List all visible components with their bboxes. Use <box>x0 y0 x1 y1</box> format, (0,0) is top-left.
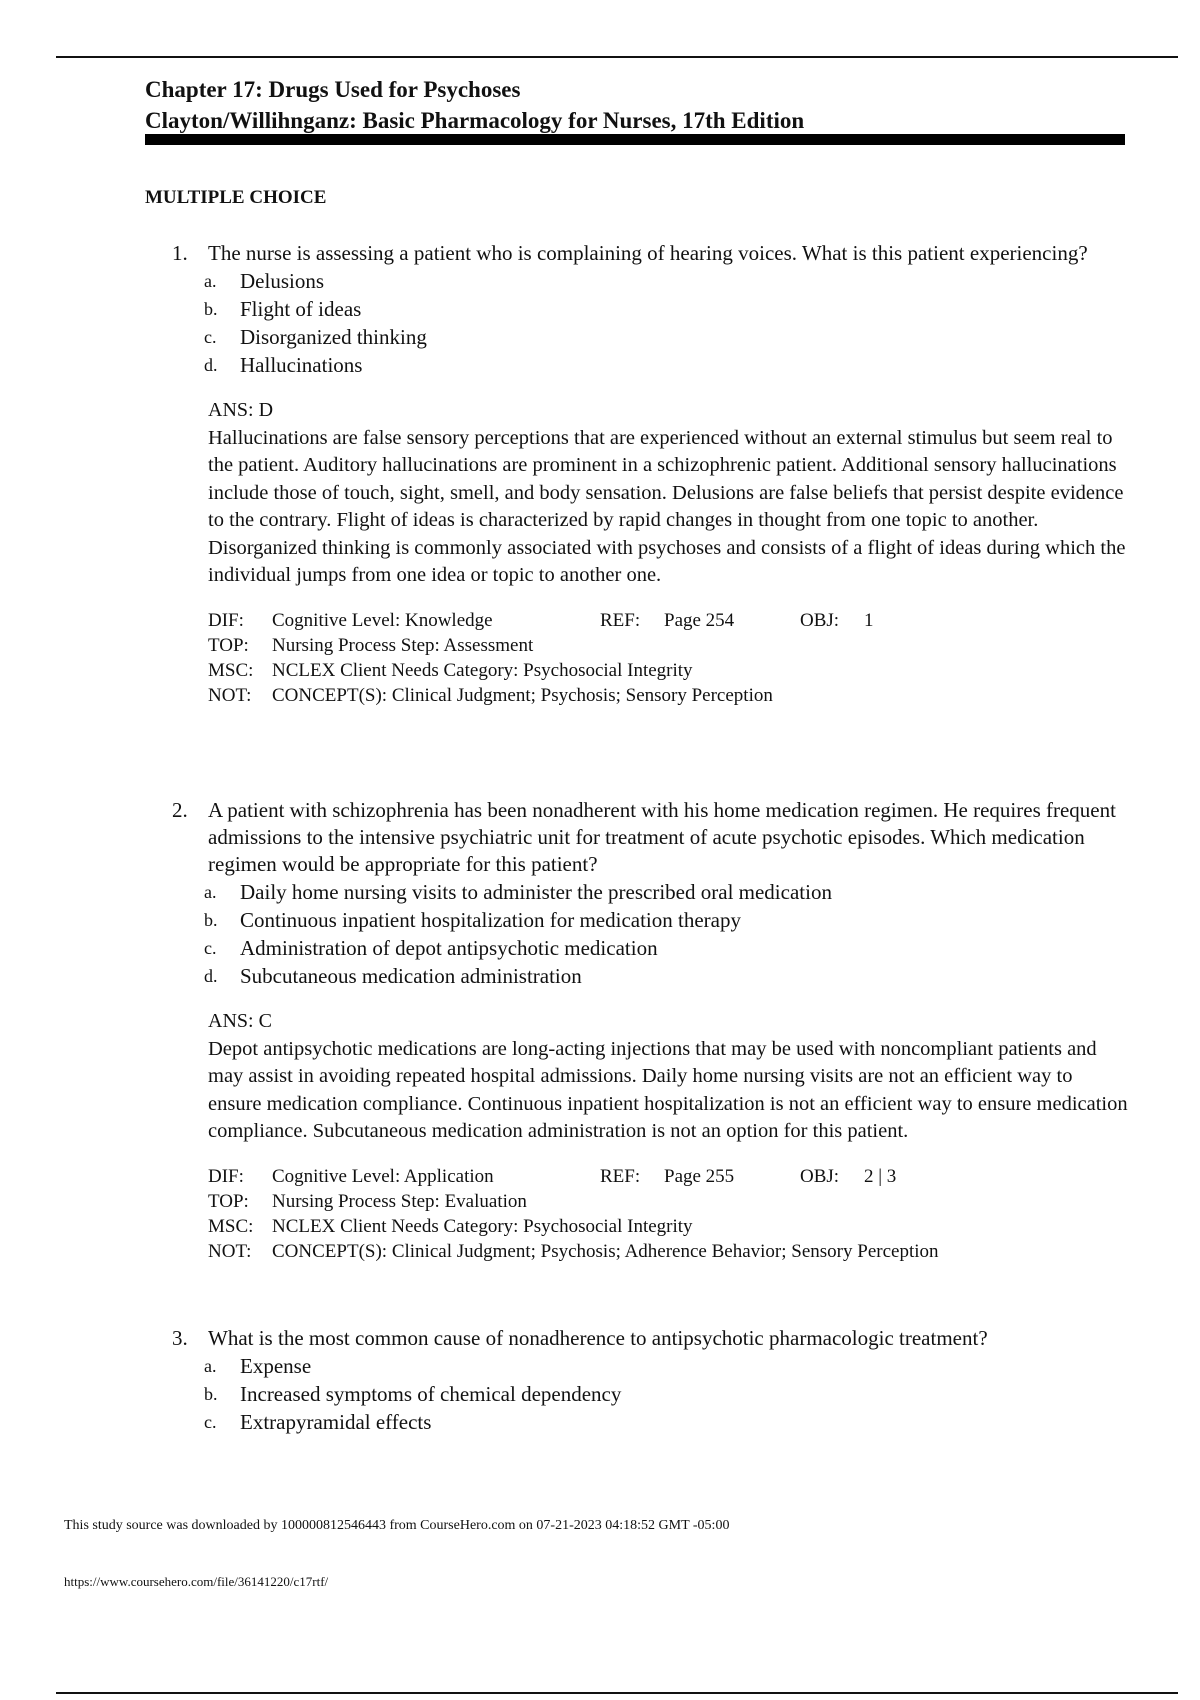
top-value: Nursing Process Step: Assessment <box>272 634 534 656</box>
choice-text: Flight of ideas <box>240 297 362 321</box>
question-number: 2. <box>172 798 188 822</box>
dif-label: DIF: <box>208 609 244 631</box>
question-metadata <box>145 608 1130 708</box>
choice-letter: b. <box>204 1384 218 1404</box>
question-stem <box>145 1325 1130 1352</box>
choice-letter: b. <box>204 299 218 319</box>
rationale: Depot antipsychotic medications are long-acting injections that may be used with noncompliant patients and may assist in avoiding repeated hospital admissions. Daily home nursing visits are not an efficient way to ensure medication compliance. Continuous inpatient hospitalization is not an efficient way to ensure medication compliance. Subcutaneous medication administration is not an option for this patient. <box>208 1037 1128 1142</box>
choice-letter: c. <box>204 1412 217 1432</box>
ref-label: REF: <box>600 609 641 631</box>
choice-b <box>145 295 1130 323</box>
msc-label: MSC: <box>208 659 254 681</box>
ref-value: Page 255 <box>664 1165 735 1187</box>
question-stem <box>145 240 1130 267</box>
obj-value: 2 | 3 <box>864 1165 897 1187</box>
choice-text: Disorganized thinking <box>240 325 427 349</box>
header-divider <box>145 134 1125 145</box>
section-heading: MULTIPLE CHOICE <box>145 187 327 208</box>
question-text: A patient with schizophrenia has been nonadherent with his home medication regimen. He requires frequent admissions to the intensive psychiatric unit for treatment of acute psychotic episodes. Which medication regimen would be appropriate for this patient? <box>208 798 1116 876</box>
choice-text: Daily home nursing visits to administer the prescribed oral medication <box>240 880 832 904</box>
choice-text: Continuous inpatient hospitalization for medication therapy <box>240 908 741 932</box>
top-rule <box>56 56 1178 58</box>
ref-value: Page 254 <box>664 609 735 631</box>
obj-group <box>800 608 874 633</box>
obj-value: 1 <box>864 609 874 631</box>
choice-c <box>145 323 1130 351</box>
msc-label: MSC: <box>208 1215 254 1237</box>
choice-d <box>145 962 1130 990</box>
meta-row-dif <box>208 1164 1130 1189</box>
choice-text: Hallucinations <box>240 353 363 377</box>
answer-key: ANS: C <box>208 1010 272 1032</box>
meta-row-top <box>208 1189 1130 1214</box>
choice-letter: a. <box>204 1356 217 1376</box>
msc-value: NCLEX Client Needs Category: Psychosocial Integrity <box>272 659 693 681</box>
meta-row-dif <box>208 608 1130 633</box>
choice-a <box>145 1352 1130 1380</box>
ref-label: REF: <box>600 1165 641 1187</box>
choice-letter: b. <box>204 910 218 930</box>
question-stem <box>145 797 1130 878</box>
meta-row-top <box>208 633 1130 658</box>
question-number: 1. <box>172 241 188 265</box>
source-url-link[interactable]: https://www.coursehero.com/file/36141220/c17rtf/ <box>64 1574 329 1589</box>
ref-group <box>600 1164 734 1189</box>
choice-text: Extrapyramidal effects <box>240 1410 432 1434</box>
choice-text: Subcutaneous medication administration <box>240 964 582 988</box>
bottom-rule <box>56 1692 1178 1694</box>
choice-c <box>145 934 1130 962</box>
top-label: TOP: <box>208 1190 249 1212</box>
choice-text: Administration of depot antipsychotic medication <box>240 936 658 960</box>
obj-label: OBJ: <box>800 609 840 631</box>
choice-text: Delusions <box>240 269 324 293</box>
top-label: TOP: <box>208 634 249 656</box>
choice-letter: c. <box>204 327 217 347</box>
msc-value: NCLEX Client Needs Category: Psychosocial Integrity <box>272 1215 693 1237</box>
meta-row-not <box>208 1239 1130 1264</box>
question-text: The nurse is assessing a patient who is complaining of hearing voices. What is this patient experiencing? <box>208 241 1088 265</box>
document-header <box>145 74 1125 136</box>
dif-value: Cognitive Level: Application <box>272 1165 494 1187</box>
not-label: NOT: <box>208 684 252 706</box>
obj-label: OBJ: <box>800 1165 840 1187</box>
choice-letter: d. <box>204 355 218 375</box>
download-notice: This study source was downloaded by 100000812546443 from CourseHero.com on 07-21-2023 04:18:52 GMT -05:00 <box>64 1518 730 1533</box>
not-value: CONCEPT(S): Clinical Judgment; Psychosis; Sensory Perception <box>272 684 773 706</box>
rationale: Hallucinations are false sensory perceptions that are experienced without an external stimulus but seem real to the patient. Auditory hallucinations are prominent in a schizophrenic patient. Additional sensory hallucinations include those of touch, sight, smell, and body sensation. Delusions are false beliefs that persist despite evidence to the contrary. Flight of ideas is characterized by rapid changes in thought from one topic to another. Disorganized thinking is commonly associated with psychoses and consists of a flight of ideas during which the individual jumps from one idea or topic to another one. <box>208 426 1126 586</box>
meta-row-msc <box>208 658 1130 683</box>
dif-label: DIF: <box>208 1165 244 1187</box>
not-value: CONCEPT(S): Clinical Judgment; Psychosis; Adherence Behavior; Sensory Perception <box>272 1240 939 1262</box>
question-number: 3. <box>172 1326 188 1350</box>
question-3 <box>145 1325 1130 1436</box>
choice-text: Expense <box>240 1354 312 1378</box>
choice-d <box>145 351 1130 379</box>
question-text: What is the most common cause of nonadherence to antipsychotic pharmacologic treatment? <box>208 1326 988 1350</box>
dif-value: Cognitive Level: Knowledge <box>272 609 493 631</box>
choice-a <box>145 267 1130 295</box>
question-metadata <box>145 1164 1130 1264</box>
choice-b <box>145 1380 1130 1408</box>
choice-c <box>145 1408 1130 1436</box>
choice-letter: d. <box>204 966 218 986</box>
question-2 <box>145 797 1130 1264</box>
ref-group <box>600 608 734 633</box>
choice-text: Increased symptoms of chemical dependency <box>240 1382 622 1406</box>
choice-letter: a. <box>204 882 217 902</box>
meta-row-not <box>208 683 1130 708</box>
not-label: NOT: <box>208 1240 252 1262</box>
chapter-title: Chapter 17: Drugs Used for Psychoses <box>145 77 521 102</box>
book-title: Clayton/Willihnganz: Basic Pharmacology for Nurses, 17th Edition <box>145 108 805 133</box>
top-value: Nursing Process Step: Evaluation <box>272 1190 527 1212</box>
meta-row-msc <box>208 1214 1130 1239</box>
question-1 <box>145 240 1130 708</box>
answer-key: ANS: D <box>208 399 274 421</box>
choice-b <box>145 906 1130 934</box>
choice-a <box>145 878 1130 906</box>
choice-letter: a. <box>204 271 217 291</box>
obj-group <box>800 1164 896 1189</box>
choice-letter: c. <box>204 938 217 958</box>
